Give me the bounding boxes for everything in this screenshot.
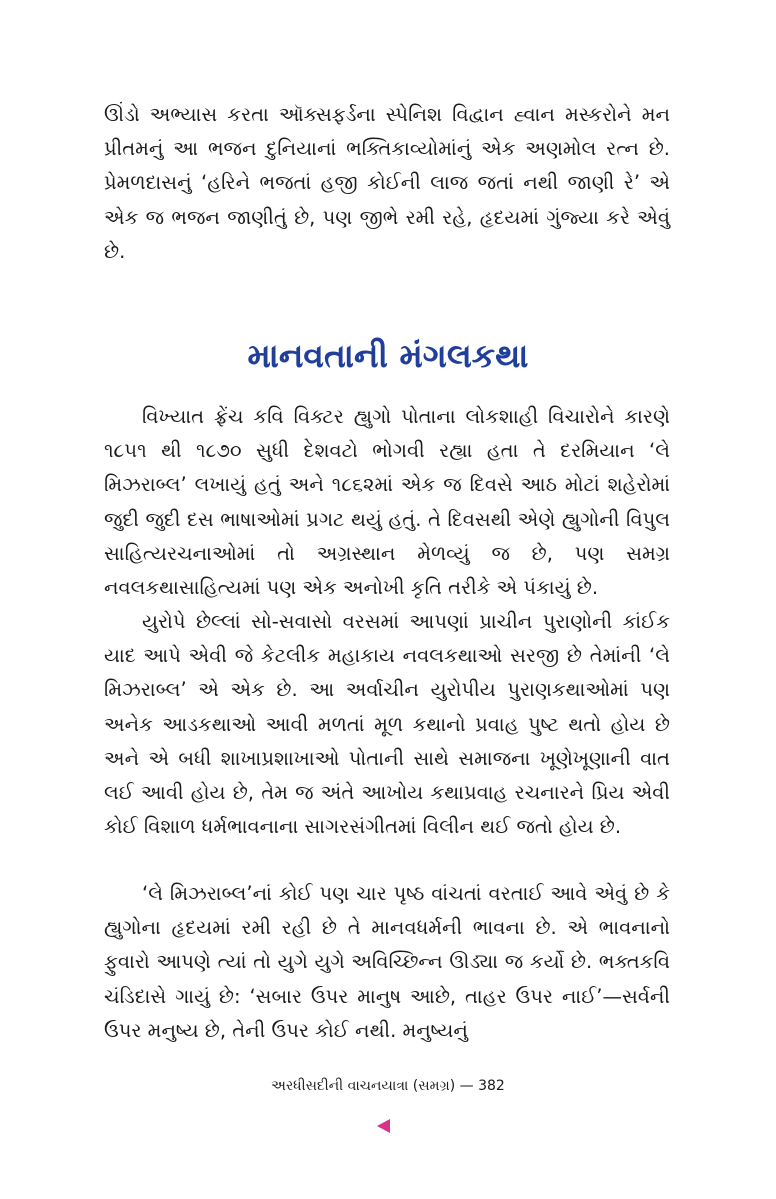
- body-paragraph-2: યુરોપે છેલ્લાં સો-સવાસો વરસમાં આપણાં પ્રાચીન પુરાણોની કાંઈક યાદ આપે એવી જે કેટલીક મહાકાય નવલકથાઓ સરજી છે તેમાંની ‘લે મિઝરાબ્લ’ એ એક છે. આ અર્વાચીન યુરોપીય પુરાણકથાઓમાં પણ અનેક આડકથાઓ આવી મળતાં મૂળ કથાનો પ્રવાહ પુષ્ટ થતો હોય છે અને એ બધી શાખાપ્રશાખાઓ પોતાની સાથે સમાજના ખૂણેખૂણાની વાત લઈ આવી હોય છે, તેમ જ અંતે આખોય કથાપ્રવાહ રચનારને પ્રિય એવી કોઈ વિશાળ ધર્મભાવનાના સાગરસંગીતમાં વિલીન થઈ જતો હોય છે.: [104, 610, 670, 839]
- chapter-title: માનવતાની મંગલકથા: [247, 336, 529, 375]
- intro-paragraph: ઊંડો અભ્યાસ કરતા ઑક્સફર્ડના સ્પેનિશ વિદ્વાન હ્વાન મસ્કરોને મન પ્રીતમનું આ ભજન દુનિયાનાં ભક્તિકાવ્યોમાંનું એક અણમોલ રત્ન છે. પ્રેમળદાસનું ‘હરિને ભજતાં હજી કોઈની લાજ જતાં નથી જાણી રે’ એ એક જ ભજન જાણીતું છે, પણ જીભે રમી રહે, હૃદયમાં ગુંજ્યા કરે એવું છે.: [104, 103, 670, 263]
- body-paragraph-3: ‘લે મિઝરાબ્લ’નાં કોઈ પણ ચાર પૃષ્ઠ વાંચતાં વરતાઈ આવે એવું છે કે હ્યુગોના હૃદયમાં રમી રહી છે તે માનવધર્મની ભાવના છે. એ ભાવનાનો ફુવારો આપણે ત્યાં તો યુગે યુગે અવિચ્છિન્ન ઊડ્યા જ કર્યો છે. ભક્તકવિ ચંડિદાસે ગાયું છે: ‘સબાર ઉપર માનુષ આછે, તાહર ઉપર નાઈ’—સર્વની ઉપર મનુષ્ય છે, તેની ઉપર કોઈ નથી. મનુષ્યનું: [104, 882, 670, 1042]
- page-footer: [0, 1076, 776, 1096]
- footer-book-title: અરધીસદીની વાચનયાત્રા (સમગ્ર): [271, 1078, 456, 1094]
- page-number: 382: [478, 1078, 505, 1094]
- body-paragraph-1: વિખ્યાત ફ્રેંચ કવિ વિક્ટર હ્યુગો પોતાના લોકશાહી વિચારોને કારણે ૧૮૫૧ થી ૧૮૭૦ સુધી દેશવટો ભોગવી રહ્યા હતા તે દરમિયાન ‘લે મિઝરાબ્લ’ લખાયું હતું અને ૧૮૬૨માં એક જ દિવસે આઠ મોટાં શહેરોમાં જુદી જુદી દસ ભાષાઓમાં પ્રગટ થયું હતું. તે દિવસથી એણે હ્યુગોની વિપુલ સાહિત્યરચનાઓમાં તો અગ્રસ્થાન મેળવ્યું જ છે, પણ સમગ્ર નવલકથાસાહિત્યમાં પણ એક અનોખી કૃતિ તરીકે એ પંકાયું છે.: [104, 405, 670, 600]
- footer-separator: —: [459, 1078, 474, 1094]
- previous-page-icon[interactable]: [377, 1119, 390, 1133]
